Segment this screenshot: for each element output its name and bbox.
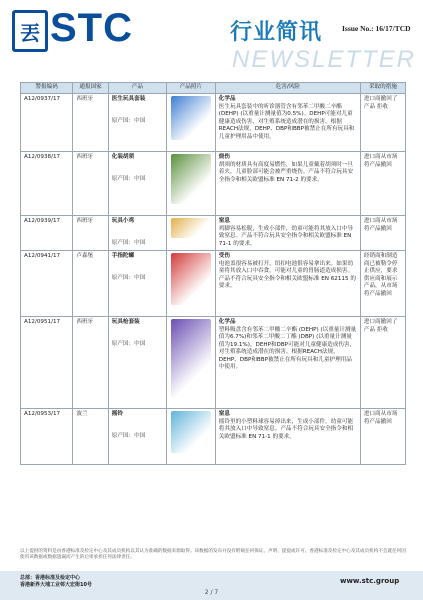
- product-name: 摇铃: [111, 411, 123, 417]
- cell-product: [108, 152, 166, 216]
- risk-title: 窒息: [218, 411, 230, 417]
- origin: 原产国：中国: [111, 340, 146, 347]
- product-photo: [171, 319, 211, 397]
- table-row: [21, 216, 406, 251]
- stc-logo-icon: [12, 10, 48, 52]
- origin: 原产国：中国: [111, 432, 146, 439]
- alert-code: A12/0939/17: [24, 218, 61, 224]
- cell-measure: [360, 409, 405, 465]
- cell-country: [73, 409, 108, 465]
- cell-measure: [360, 216, 405, 251]
- cell-country: [73, 251, 108, 317]
- cell-measure: [360, 152, 405, 216]
- origin: 原产国：中国: [111, 175, 146, 182]
- issue-number: Issue No.: 16/17/TCD: [342, 24, 411, 33]
- cell-country: [73, 216, 108, 251]
- cell-photo: [166, 409, 215, 465]
- newsletter-title-cn: 行业简讯: [230, 20, 323, 45]
- product-name: 医生玩具套装: [111, 96, 146, 102]
- product-photo: [171, 218, 211, 238]
- risk-title: 受伤: [218, 253, 230, 259]
- cell-photo: [166, 152, 215, 216]
- measure: 经销商和制造商已被勒令停止供应，要求供应商和展示产品，从市场将产品撤回: [363, 253, 398, 297]
- alert-code: A12/0953/17: [24, 411, 61, 417]
- table-row: [21, 409, 406, 465]
- product-photo: [171, 96, 211, 140]
- col-header-measure: 采取的措施: [360, 83, 405, 94]
- cell-code: [21, 152, 73, 216]
- table-row: [21, 152, 406, 216]
- product-name: 化装胡须: [111, 154, 135, 160]
- cell-code: [21, 409, 73, 465]
- cell-product: [108, 94, 166, 152]
- cell-product: [108, 251, 166, 317]
- risk-text: 电池盖很容易被打开，纽扣电池很容易拿出来。如果幼童将其放入口中吞食，可能对儿童的胃肠道造成损害。产品不符合玩具安全指令和相关欧盟标准 EN 62115 的要求。: [218, 260, 356, 289]
- newsletter-title-en: NEWSLETTER: [232, 46, 417, 73]
- cell-product: [108, 317, 166, 409]
- cell-risk: [215, 152, 360, 216]
- cell-photo: [166, 317, 215, 409]
- logo-letter: 丟: [20, 22, 40, 45]
- risk-title: 窒息: [218, 218, 230, 224]
- recall-table: [20, 82, 406, 465]
- cell-measure: [360, 317, 405, 409]
- product-photo: [171, 154, 211, 204]
- risk-text: 鸡脚容易松脱，生成小部件，幼童可能将其放入口中导致窒息。产品不符合玩具安全指令和相关欧盟标准 EN 71-1 的要求。: [218, 225, 354, 247]
- measure: 进口商从市场将产品撤回: [363, 154, 398, 168]
- country: 西班牙: [76, 154, 94, 160]
- logo-text: STC: [50, 6, 133, 50]
- product-photo: [171, 253, 211, 305]
- page-number: 2 / 7: [204, 589, 219, 596]
- website-link[interactable]: www.stc.group: [340, 577, 400, 585]
- country: 西班牙: [76, 218, 94, 224]
- risk-text: 塑料吸盘含有邻苯二甲酸二辛酯 (DEHP) (以重量计测量值为6.7%)和邻苯二甲酸二丁酯 (DBP) (以重量计测量值为19.1%)。DEHP和DBP可能对儿童健康造成伤害，对生殖系统造成潜在的损害。根据REACH法规，DEHP、DBP和BBP被禁止在所有玩具和儿童护理用品中使用。: [218, 326, 357, 370]
- cell-risk: [215, 409, 360, 465]
- risk-text: 摇铃里的小塑料球容易掉出来，生成小部件，幼童可能将其放入口中导致窒息。产品不符合玩具安全指令和相关欧盟标准 EN 71-1 的要求。: [218, 418, 354, 440]
- cell-photo: [166, 216, 215, 251]
- origin: 原产国：中国: [111, 274, 146, 281]
- risk-text: 医生玩具套装中的听诊器管含有邻苯二甲酸二辛酯 (DEHP) (以重量计测量值为0.5%)。DEHP可能对儿童健康造成伤害，对生殖系统造成潜在的损害。根据REACH法规，DEHP、DBP和BBP被禁止在所有玩具和儿童护理用品中使用。: [218, 103, 355, 140]
- cell-code: [21, 251, 73, 317]
- cell-risk: [215, 251, 360, 317]
- origin: 原产国：中国: [111, 239, 146, 246]
- col-header-country: 通报国家: [73, 83, 108, 94]
- cell-country: [73, 94, 108, 152]
- col-header-photo: 产品照片: [166, 83, 215, 94]
- cell-risk: [215, 94, 360, 152]
- alert-code: A12/0941/17: [24, 253, 61, 259]
- cell-product: [108, 409, 166, 465]
- cell-risk: [215, 216, 360, 251]
- col-header-product: 产品: [108, 83, 166, 94]
- cell-country: [73, 317, 108, 409]
- cell-code: [21, 317, 73, 409]
- cell-product: [108, 216, 166, 251]
- cell-photo: [166, 251, 215, 317]
- cell-measure: [360, 94, 405, 152]
- cell-risk: [215, 317, 360, 409]
- cell-code: [21, 216, 73, 251]
- table-row: [21, 94, 406, 152]
- country: 卢森堡: [76, 253, 94, 259]
- risk-text: 胡须的材质具有高度易燃性，如果儿童戴着胡须时一旦着火，儿童脸部可能会被严重烧伤。产品不符合玩具安全指令和相关欧盟标准 EN 71-2 的要求。: [218, 161, 354, 183]
- country: 西班牙: [76, 96, 94, 102]
- address: [20, 575, 92, 589]
- country: 波兰: [76, 411, 88, 417]
- cell-measure: [360, 251, 405, 317]
- measure: 进口商撤回了产品 拒收: [363, 96, 398, 110]
- origin: 原产国：中国: [111, 117, 146, 124]
- product-name: 手指陀螺: [111, 253, 135, 259]
- product-name: 玩具枪套装: [111, 319, 140, 325]
- cell-photo: [166, 94, 215, 152]
- country: 西班牙: [76, 319, 94, 325]
- table-header-row: [21, 83, 406, 94]
- table-row: [21, 251, 406, 317]
- address-line-1: 总部：香港标准及检定中心: [20, 575, 81, 581]
- product-photo: [171, 411, 211, 453]
- measure: 进口商撤回了产品 拒收: [363, 319, 398, 333]
- risk-title: 化学品: [218, 96, 236, 102]
- cell-code: [21, 94, 73, 152]
- cell-country: [73, 152, 108, 216]
- address-line-2: 香港新界大埔工业邨大宏街10号: [20, 582, 92, 588]
- table-row: [21, 317, 406, 409]
- alert-code: A12/0937/17: [24, 96, 61, 102]
- header: [0, 0, 423, 80]
- measure: 进口商从市场将产品撤回: [363, 411, 398, 425]
- risk-title: 烧伤: [218, 154, 230, 160]
- alert-code: A12/0951/17: [24, 319, 61, 325]
- measure: 进口商从市场将产品撤回: [363, 218, 398, 232]
- alert-code: A12/0938/17: [24, 154, 61, 160]
- risk-title: 化学品: [218, 319, 236, 325]
- disclaimer: 以上提供的资料是由香港标准及检定中心及其成员机构以其认为准确的数据来源取得。该数据的发布并没有附载任何保证、声明、提提或许可。香港标准及检定中心及其成员机构不会就任何因使用该数据或数据遗漏而产生的后果承担任何法律责任。: [20, 549, 406, 560]
- product-name: 玩具小鸡: [111, 218, 135, 224]
- col-header-risk: 危害/风险: [215, 83, 360, 94]
- col-header-code: 警报编码: [21, 83, 73, 94]
